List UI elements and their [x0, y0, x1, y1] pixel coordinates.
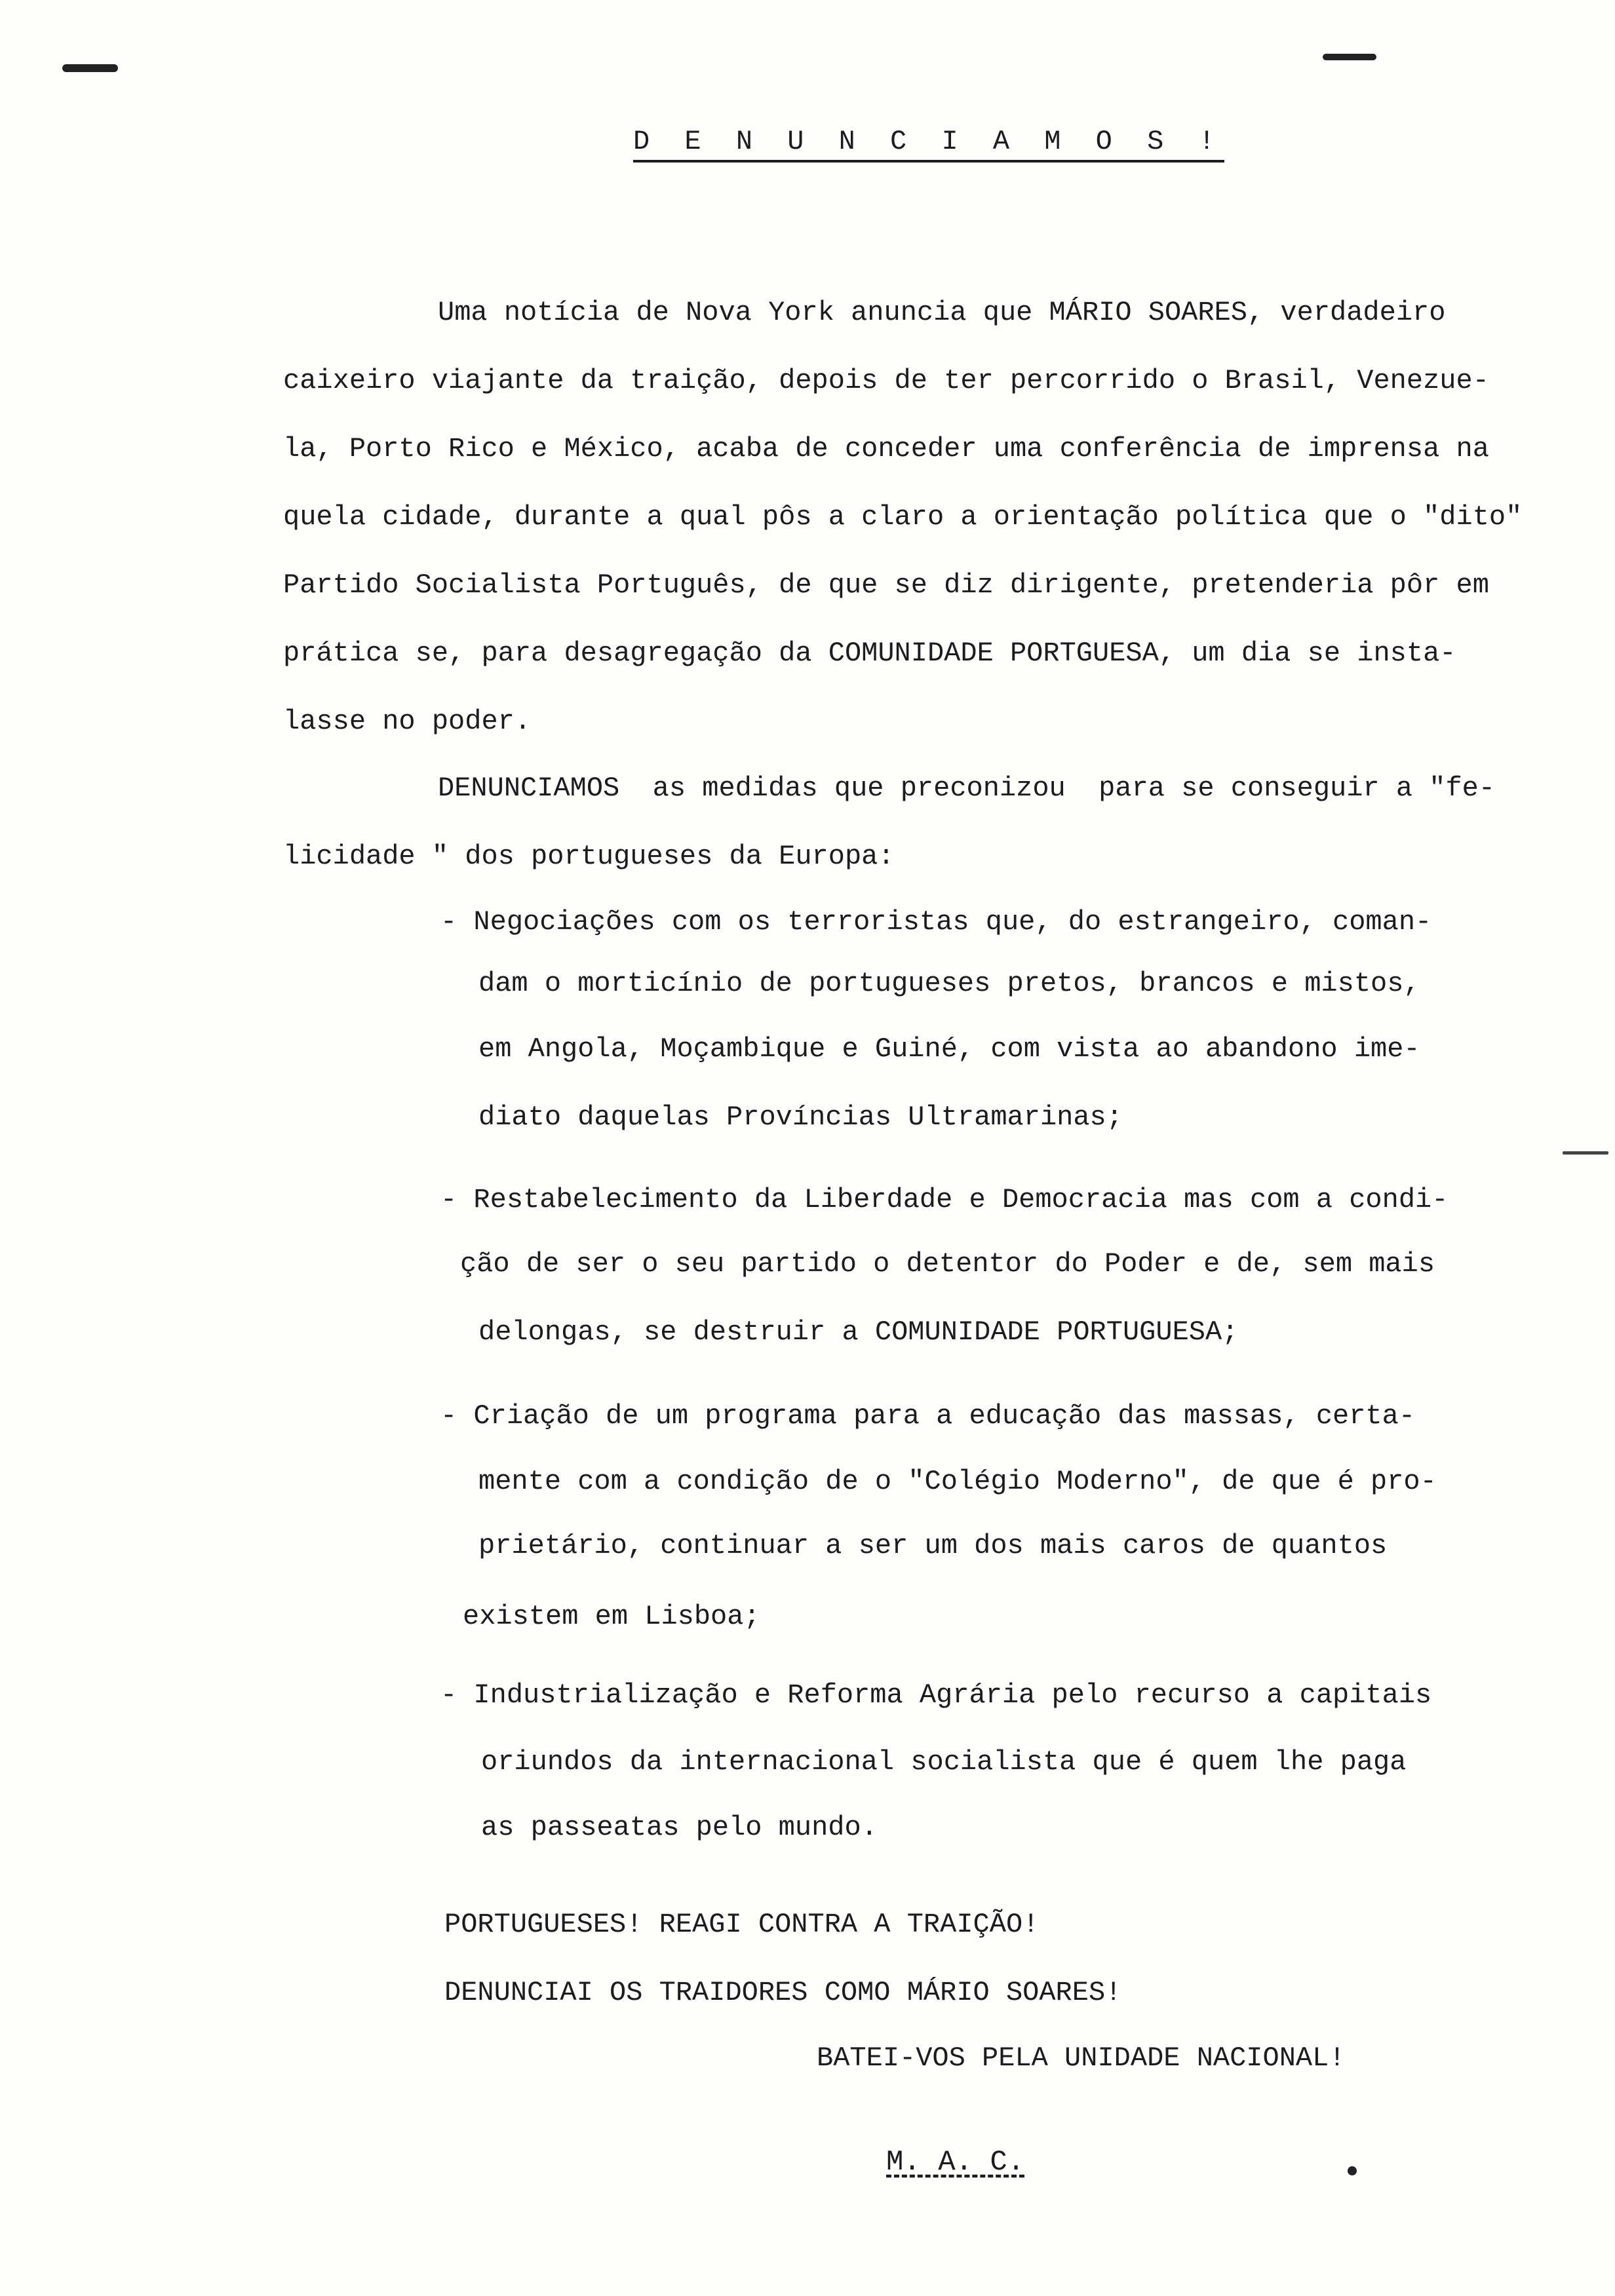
paragraph-line: DENUNCIAMOS as medidas que preconizou para se conseguir a "fe- — [438, 773, 1496, 804]
document-title: D E N U N C I A M O S ! — [633, 126, 1224, 163]
scan-mark — [62, 64, 118, 72]
closing-line: PORTUGUESES! REAGI CONTRA A TRAIÇÃO! — [444, 1909, 1040, 1940]
paragraph-line: la, Porto Rico e México, acaba de conceder uma conferência de imprensa na — [283, 433, 1489, 465]
list-item-line: delongas, se destruir a COMUNIDADE PORTUGUESA; — [478, 1316, 1239, 1348]
closing-line: BATEI-VOS PELA UNIDADE NACIONAL! — [817, 2042, 1346, 2074]
paragraph-line: quela cidade, durante a qual pôs a claro a orientação política que o "dito" — [283, 501, 1523, 533]
paragraph-line: prática se, para desagregação da COMUNIDADE PORTGUESA, um dia se insta- — [283, 638, 1456, 669]
list-item-line: diato daquelas Províncias Ultramarinas; — [478, 1101, 1123, 1133]
scan-mark — [1563, 1151, 1608, 1155]
list-item-line: em Angola, Moçambique e Guiné, com vista ao abandono ime- — [478, 1033, 1420, 1065]
ink-dot — [1348, 2166, 1357, 2175]
list-item-line: - Restabelecimento da Liberdade e Democracia mas com a condi- — [440, 1184, 1449, 1215]
paragraph-line: licidade " dos portugueses da Europa: — [283, 841, 895, 872]
list-item-line: existem em Lisboa; — [463, 1601, 760, 1632]
list-item-line: - Criação de um programa para a educação das massas, certa- — [440, 1400, 1416, 1432]
paragraph-line: lasse no poder. — [283, 706, 532, 737]
paragraph-line: Uma notícia de Nova York anuncia que MÁRIO SOARES, verdadeiro — [438, 297, 1446, 328]
closing-line: DENUNCIAI OS TRAIDORES COMO MÁRIO SOARES! — [444, 1977, 1122, 2008]
list-item-line: - Negociações com os terroristas que, do estrangeiro, coman- — [440, 906, 1432, 938]
list-item-line: mente com a condição de o "Colégio Moderno", de que é pro- — [478, 1466, 1437, 1497]
list-item-line: - Industrialização e Reforma Agrária pelo recurso a capitais — [440, 1679, 1432, 1711]
signature: M. A. C. — [886, 2146, 1025, 2179]
list-item-line: oriundos da internacional socialista que é quem lhe paga — [481, 1746, 1407, 1778]
list-item-line: ção de ser o seu partido o detentor do Poder e de, sem mais — [460, 1248, 1435, 1280]
paragraph-line: Partido Socialista Português, de que se diz dirigente, pretenderia pôr em — [283, 569, 1489, 601]
list-item-line: dam o morticínio de portugueses pretos, brancos e mistos, — [478, 968, 1420, 999]
list-item-line: as passeatas pelo mundo. — [481, 1812, 878, 1843]
list-item-line: prietário, continuar a ser um dos mais caros de quantos — [478, 1530, 1388, 1561]
scan-mark — [1323, 54, 1376, 60]
paragraph-line: caixeiro viajante da traição, depois de ter percorrido o Brasil, Venezue- — [283, 365, 1489, 396]
